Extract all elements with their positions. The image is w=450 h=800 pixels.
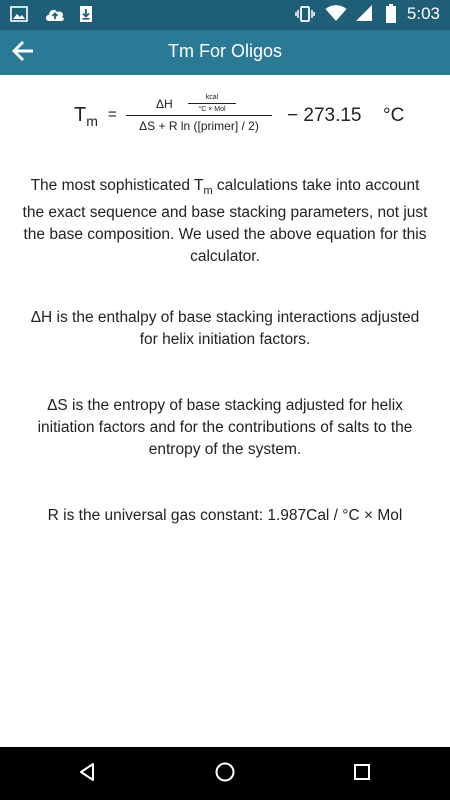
status-system: [295, 4, 440, 24]
recents-square-icon: [352, 762, 372, 787]
paragraph-entropy: ΔS is the entropy of base stacking adjusted for helix initiation factors and for the contributions of salts to the entropy of the system.: [37, 397, 413, 458]
home-circle-icon: [214, 761, 236, 788]
content-area: [0, 75, 450, 747]
image-icon: [10, 5, 30, 25]
wifi-icon: [325, 4, 345, 24]
formula-equals: =: [108, 106, 117, 123]
battery-icon: [385, 4, 397, 24]
nav-back-button[interactable]: [71, 757, 105, 791]
status-notifications: [10, 5, 98, 25]
formula-denominator: ΔS + R ln ([primer] / 2): [139, 119, 259, 133]
formula-delta-h: ΔH: [156, 97, 173, 111]
nav-bar: [0, 747, 450, 800]
app-bar: [0, 30, 450, 75]
formula-unit: °C: [383, 105, 405, 126]
formula-unit-bottom: °C × Mol: [198, 106, 226, 113]
paragraph-gas-constant: R is the universal gas constant: 1.987Cal / °C × Mol: [47, 507, 403, 524]
cloud-upload-icon: [44, 5, 64, 25]
status-time: 5:03: [406, 4, 440, 23]
formula-numerator: [126, 93, 272, 115]
paragraph-sophisticated: The most sophisticated $T_m$ calculations take into account the exact sequence and base stacking parameters, not just the base composition. We used the above equation for this calculator.: [22, 177, 428, 266]
formula-unit-fraction: [188, 93, 236, 114]
cell-signal-icon: [355, 4, 375, 24]
formula-minus-term: − 273.15: [287, 105, 362, 126]
nav-home-button[interactable]: [208, 757, 242, 791]
page-title: Tm For Oligos: [167, 41, 282, 61]
nav-recents-button[interactable]: [345, 757, 379, 791]
download-icon: [78, 5, 98, 25]
back-triangle-icon: [78, 762, 98, 787]
formula-lhs: $T_m$: [74, 104, 98, 129]
tm-formula: [72, 89, 412, 149]
formula-fraction: [126, 93, 272, 133]
formula-unit-top: kcal: [205, 94, 219, 101]
status-bar: [0, 0, 450, 30]
vibrate-icon: [295, 4, 315, 24]
paragraph-enthalpy: ΔH is the enthalpy of base stacking interactions adjusted for helix initiation factors.: [30, 309, 420, 348]
